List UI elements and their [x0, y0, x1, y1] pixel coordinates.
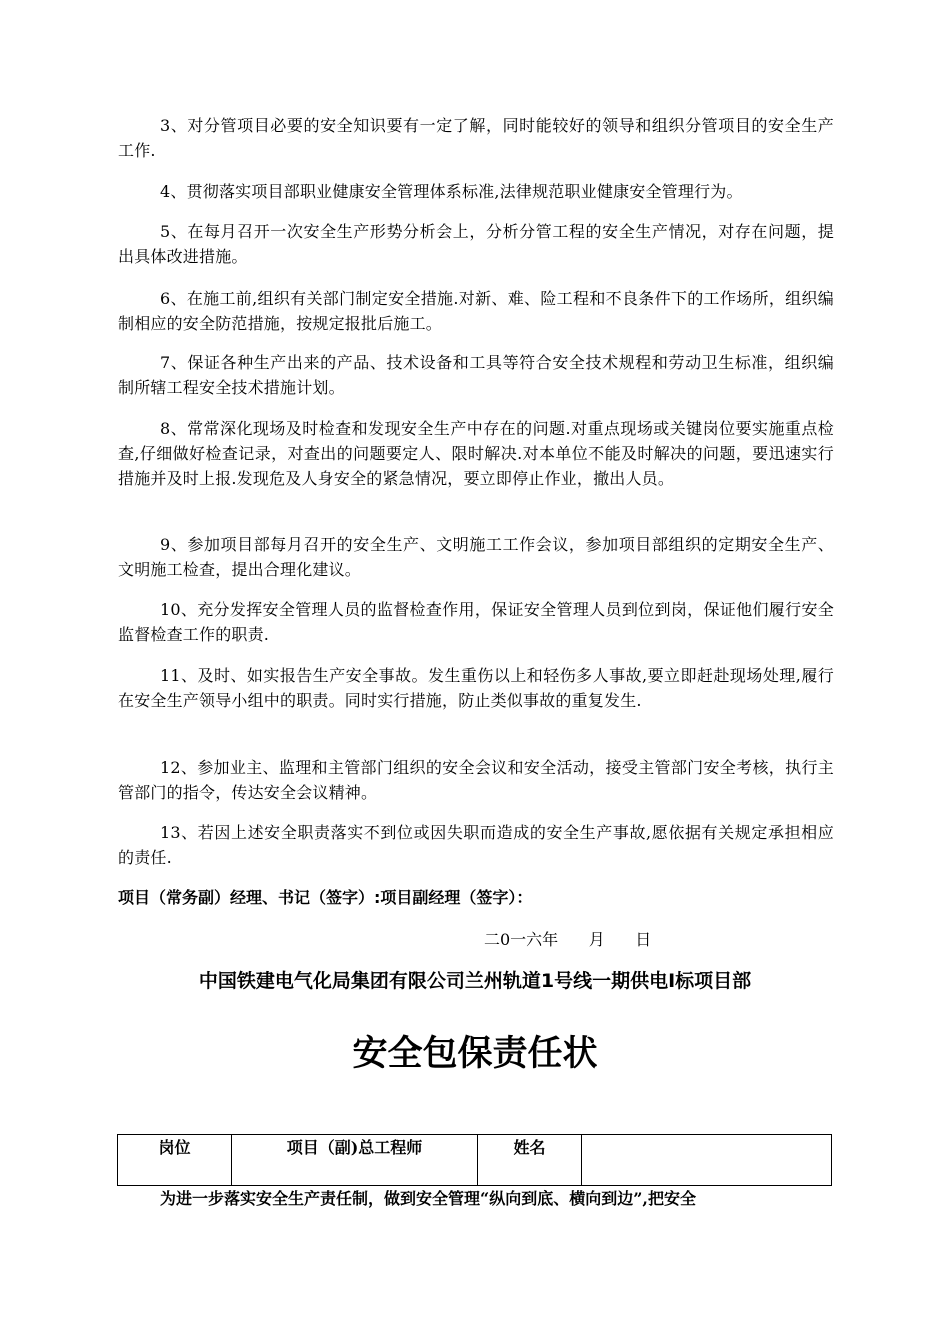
info-table [117, 1134, 832, 1186]
duty-item-12: 12、参加业主、监理和主管部门组织的安全会议和安全活动，接受主管部门安全考核，执行主管部门的指令，传达安全会议精神。 [118, 758, 834, 802]
date-line: 二0一六年 月 日 [484, 930, 652, 949]
intro-paragraph: 为进一步落实安全生产责任制，做到安全管理“纵向到底、横向到边”,把安全 [160, 1189, 696, 1208]
duty-item-11: 11、及时、如实报告生产安全事故。发生重伤以上和轻伤多人事故,要立即赶赴现场处理,履行在安全生产领导小组中的职责。同时实行措施，防止类似事故的重复发生. [118, 666, 834, 710]
name-value-cell [582, 1135, 832, 1186]
name-label-cell: 姓名 [478, 1135, 582, 1186]
duty-item-3: 3、对分管项目必要的安全知识要有一定了解，同时能较好的领导和组织分管项目的安全生产工作. [118, 116, 834, 160]
signature-line: 项目（常务副）经理、书记（签字）:项目副经理（签字）： [118, 888, 533, 907]
duty-item-4: 4、贯彻落实项目部职业健康安全管理体系标准,法律规范职业健康安全管理行为。 [160, 182, 743, 201]
duty-item-7: 7、保证各种生产出来的产品、技术设备和工具等符合安全技术规程和劳动卫生标准，组织编制所辖工程安全技术措施计划。 [118, 353, 834, 397]
duty-item-5: 5、在每月召开一次安全生产形势分析会上，分析分管工程的安全生产情况，对存在问题，提出具体改进措施。 [118, 222, 834, 266]
duty-item-10: 10、充分发挥安全管理人员的监督检查作用，保证安全管理人员到位到岗，保证他们履行安全监督检查工作的职责. [118, 600, 834, 644]
post-label-cell: 岗位 [118, 1135, 232, 1186]
post-value-cell: 项目（副)总工程师 [232, 1135, 478, 1186]
organization-heading: 中国铁建电气化局集团有限公司兰州轨道1号线一期供电Ⅰ标项目部 [198, 970, 752, 992]
document-title: 安全包保责任状 [352, 1034, 598, 1074]
duty-item-6: 6、在施工前,组织有关部门制定安全措施.对新、难、险工程和不良条件下的工作场所，组织编制相应的安全防范措施，按规定报批后施工。 [118, 289, 834, 333]
duty-item-8: 8、常常深化现场及时检查和发现安全生产中存在的问题.对重点现场或关键岗位要实施重点检查,仔细做好检查记录，对查出的问题要定人、限时解决.对本单位不能及时解决的问题，要迅速实行措施并及时上报.发现危及人身安全的紧急情况，要立即停止作业，撤出人员。 [118, 419, 834, 488]
duty-item-9: 9、参加项目部每月召开的安全生产、文明施工工作会议，参加项目部组织的定期安全生产、文明施工检查，提出合理化建议。 [118, 535, 834, 579]
duty-item-13: 13、若因上述安全职责落实不到位或因失职而造成的安全生产事故,愿依据有关规定承担相应的责任. [118, 823, 834, 867]
table-row [118, 1135, 832, 1186]
